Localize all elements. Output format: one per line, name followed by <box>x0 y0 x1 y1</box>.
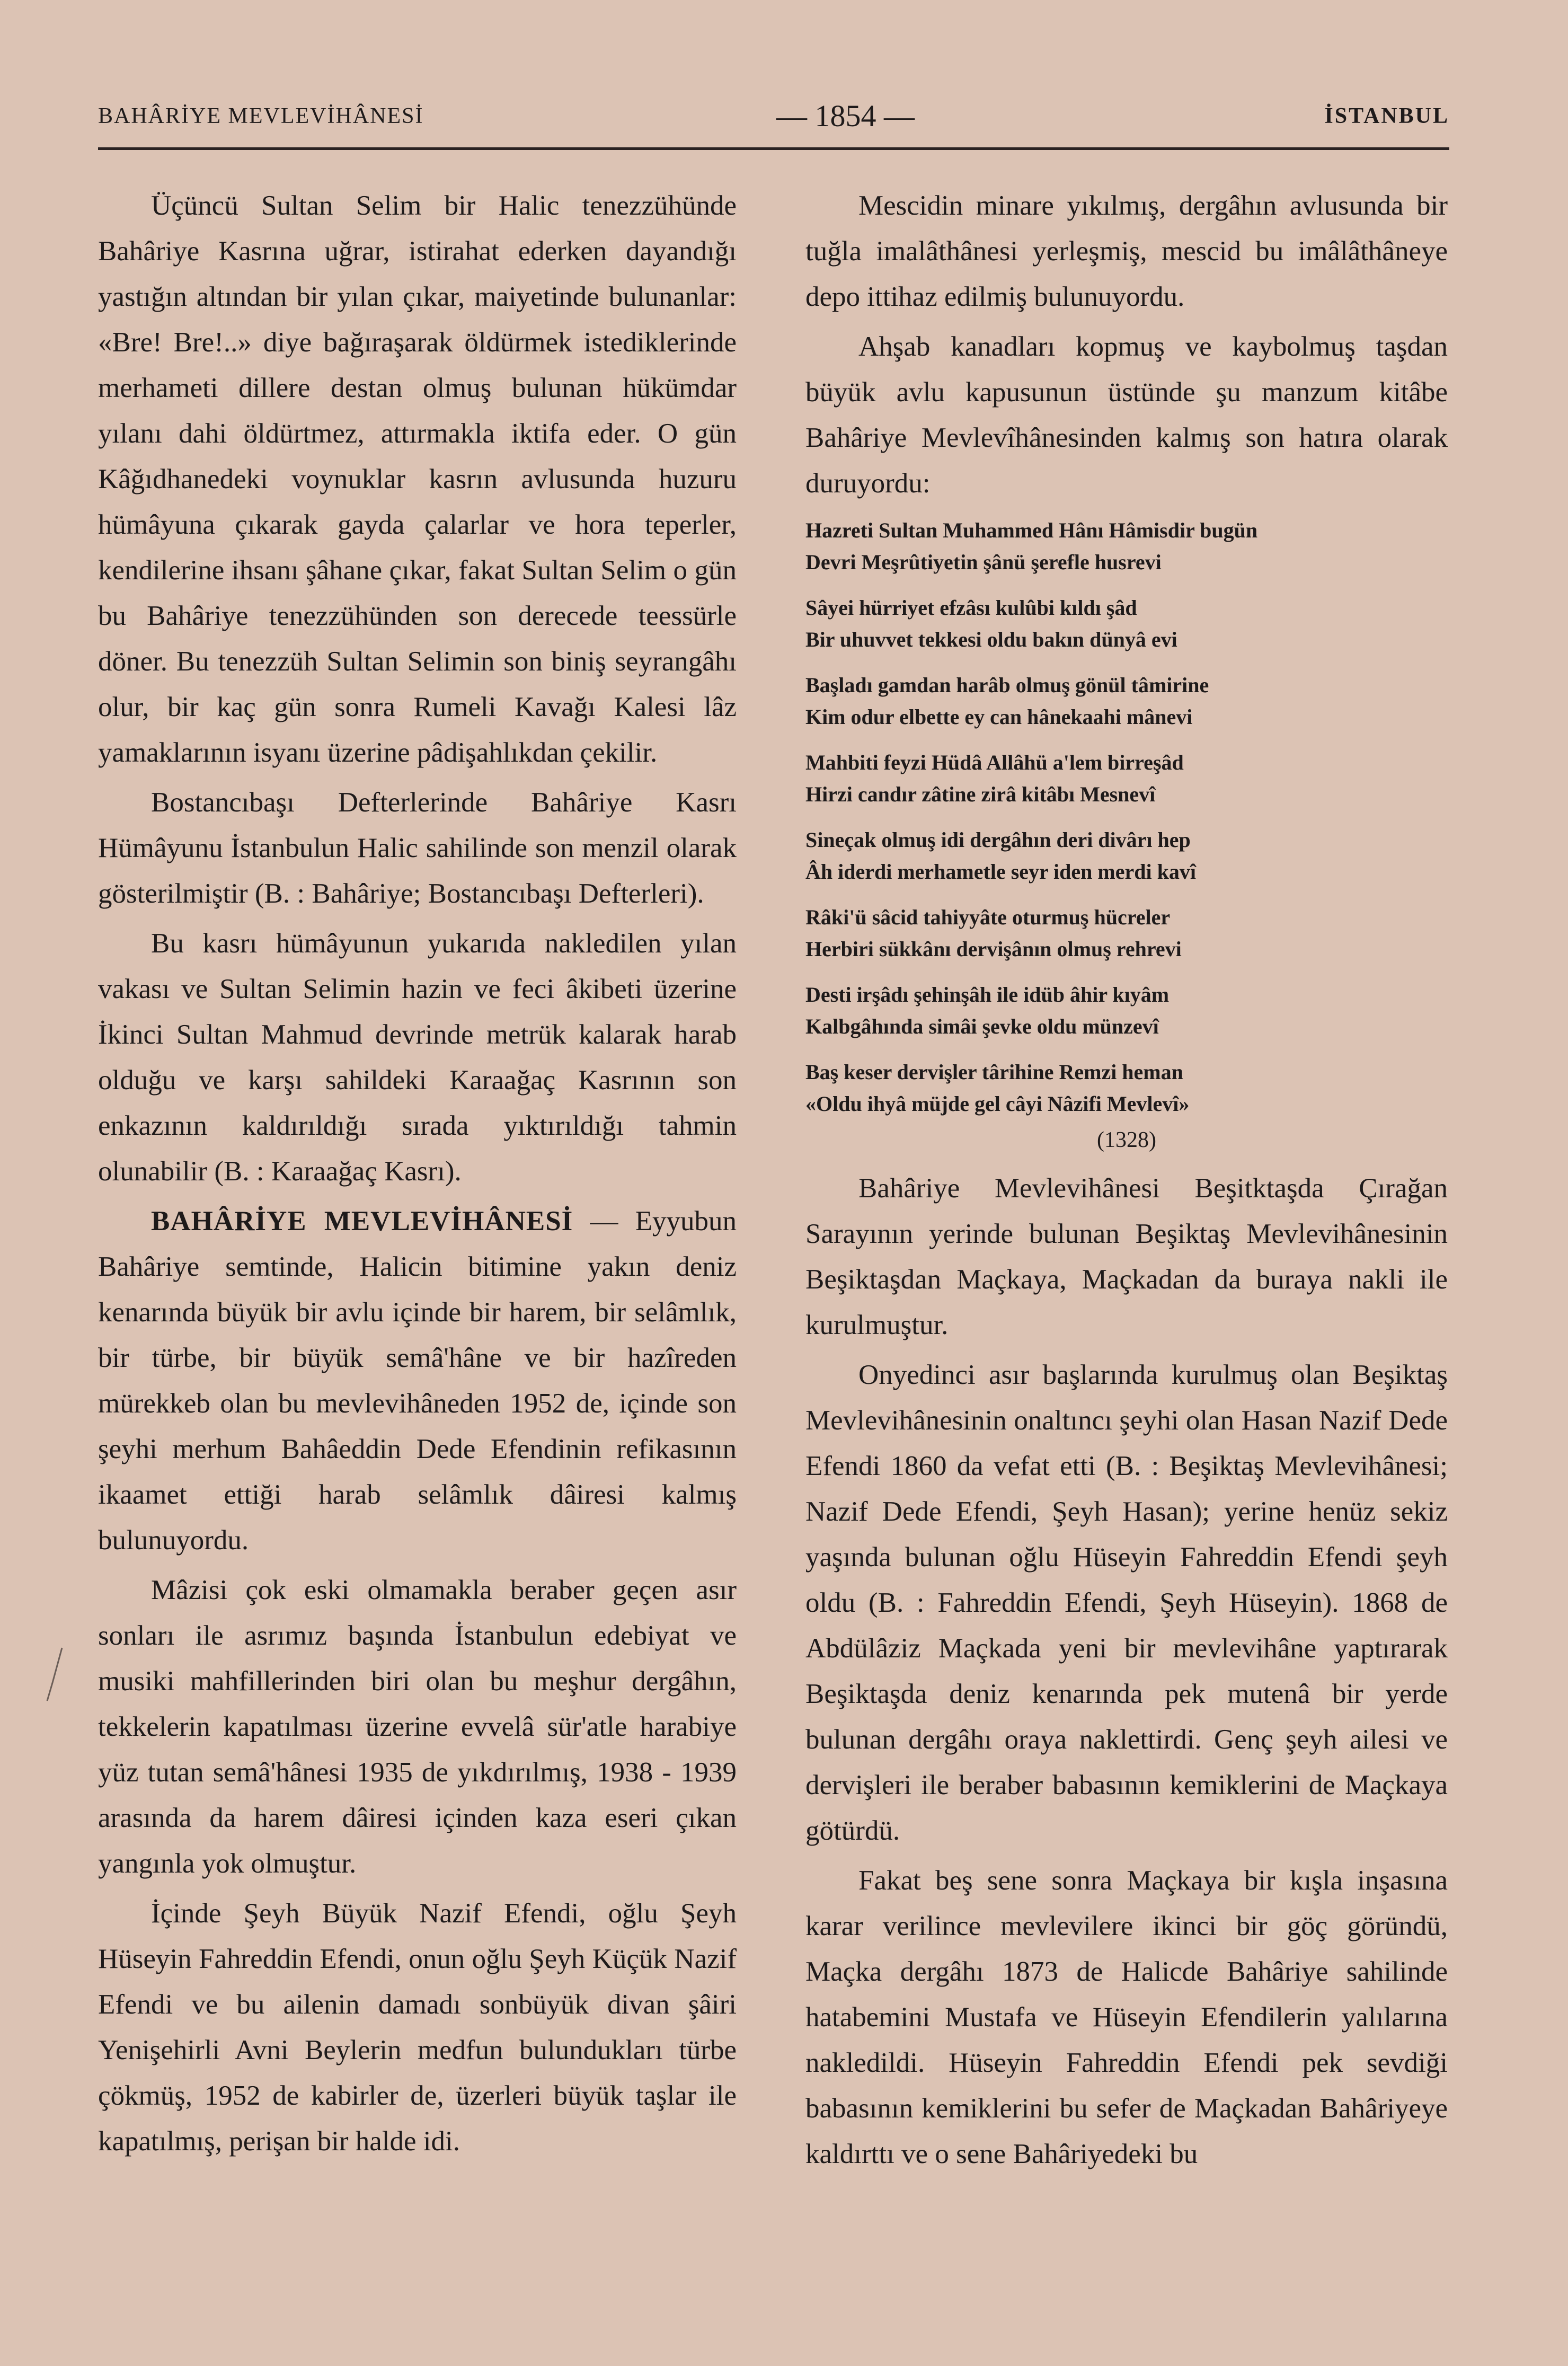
paragraph-entry <box>98 1198 737 1563</box>
inscription-poem <box>805 515 1448 1156</box>
verse-line: Hazreti Sultan Muhammed Hânı Hâmisdir bugün <box>805 518 1258 542</box>
poem-date: (1328) <box>1097 1128 1156 1152</box>
couplet <box>805 824 1448 888</box>
couplet <box>805 515 1448 578</box>
verse-line: Hirzi candır zâtine zirâ kitâbı Mesnevî <box>805 782 1156 806</box>
verse-line: Râki'ü sâcid tahiyyâte oturmuş hücreler <box>805 905 1171 929</box>
paragraph: İçinde Şeyh Büyük Nazif Efendi, oğlu Şeyh Hüseyin Fahreddin Efendi, onun oğlu Şeyh Küçük Nazif Efendi ve bu ailenin damadı sonbüyük divan şâiri Yenişehirli Avni Beylerin medfun bulundukları türbe çökmüş, 1952 de kabirler de, üzerleri büyük taşlar ile kapatılmış, perişan bir halde idi. <box>98 1898 737 2157</box>
paragraph: Mâzisi çok eski olmamakla beraber geçen asır sonları ile asrımız başında İstanbulun edebiyat ve musiki mahfillerinden biri olan bu meşhur dergâhın, tekkelerin kapatılması üzerine evvelâ sür'atle harabiye yüz tutan semâ'hânesi 1935 de yıkdırılmış, 1938 - 1939 arasında da harem dâiresi içinden kaza eseri çıkan yangınla yok olmuştur. <box>98 1575 737 1879</box>
couplet <box>805 1056 1448 1120</box>
page-number: — 1854 — <box>776 99 915 133</box>
paragraph: Bu kasrı hümâyunun yukarıda nakledilen yılan vakası ve Sultan Selimin hazin ve feci âkibeti üzerine İkinci Sultan Mahmud devrinde metrük kalarak harab olduğu ve karşı sahildeki Karaağaç Kasrının son enkazının kaldırıldığı sırada yıktırıldığı tahmin olunabilir (B. : Karaağaç Kasrı). <box>98 928 737 1187</box>
paragraph: Onyedinci asır başlarında kurulmuş olan Beşiktaş Mevlevihânesinin onaltıncı şeyhi olan Hasan Nazif Dede Efendi 1860 da vefat etti (B. : Beşiktaş Mevlevihânesi; Nazif Dede Efendi, Şeyh Hasan); yerine henüz sekiz yaşında bulunan oğlu Hüseyin Fahreddin Efendi şeyh oldu (B. : Fahreddin Efendi, Şeyh Hüseyin). 1868 de Abdülâziz Maçkada yeni bir mevlevihâne yaptırarak Beşiktaşda deniz kenarında pek mutenâ bir yerde bulunan dergâhı oraya naklettirdi. Genç şeyh ailesi ve dervişleri ile beraber babasının kemiklerini de Maçkaya götürdü. <box>805 1359 1448 1846</box>
couplet <box>805 979 1448 1043</box>
paragraph: Ahşab kanadları kopmuş ve kaybolmuş taşdan büyük avlu kapusunun üstünde şu manzum kitâbe Bahâriye Mevlevîhânesinden kalmış son hatıra olarak duruyordu: <box>805 331 1448 499</box>
verse-line: Bir uhuvvet tekkesi oldu bakın dünyâ evi <box>805 628 1177 651</box>
right-column <box>805 183 1448 2181</box>
verse-line: Kalbgâhında simâi şevke oldu münzevî <box>805 1014 1159 1038</box>
verse-line: Mahbiti feyzi Hüdâ Allâhü a'lem birreşâd <box>805 751 1184 774</box>
verse-line: Devri Meşrûtiyetin şânü şerefle husrevi <box>805 550 1162 574</box>
paragraph: Fakat beş sene sonra Maçkaya bir kışla inşasına karar verilince mevlevilere ikinci bir göç göründü, Maçka dergâhı 1873 de Halicde Bahâriye sahilinde hatabemini Mustafa ve Hüseyin Efendilerin yalılarına nakledildi. Hüseyin Fahreddin Efendi pek sevdiği babasının kemiklerini bu sefer de Maçkadan Bahâriyeye kaldırttı ve o sene Bahâriyedeki bu <box>805 1865 1448 2169</box>
left-column <box>98 183 737 2168</box>
verse-line: Sâyei hürriyet efzâsı kulûbi kıldı şâd <box>805 596 1137 620</box>
couplet <box>805 669 1448 733</box>
paragraph: Bostancıbaşı Defterlerinde Bahâriye Kasrı Hümâyunu İstanbulun Halic sahilinde son menzil olarak gösterilmiştir (B. : Bahâriye; Bostancıbaşı Defterleri). <box>98 787 737 909</box>
header-rule <box>98 147 1449 150</box>
verse-line: Baş keser dervişler târihine Remzi heman <box>805 1060 1183 1084</box>
verse-line: Sineçak olmuş idi dergâhın deri divârı hep <box>805 828 1191 852</box>
verse-line: Desti irşâdı şehinşâh ile idüb âhir kıyâm <box>805 983 1170 1007</box>
pencil-mark-icon <box>45 1646 66 1704</box>
couplet <box>805 902 1448 965</box>
running-head <box>98 98 1449 140</box>
running-head-title: BAHÂRİYE MEVLEVİHÂNESİ <box>98 104 424 128</box>
verse-line: Âh iderdi merhametle seyr iden merdi kavî <box>805 860 1196 884</box>
couplet <box>805 592 1448 656</box>
entry-text: — Eyyubun Bahâriye semtinde, Halicin bitimine yakın deniz kenarında büyük bir avlu içinde bir harem, bir selâmlık, bir türbe, bir büyük semâ'hâne ve bir hazîreden mürekkeb olan bu mevlevihâneden 1952 de, içinde son şeyhi merhum Bahâeddin Dede Efendinin refikasının ikaamet ettiği harab selâmlık dâiresi kalmış bulunuyordu. <box>98 1206 737 1556</box>
verse-line: «Oldu ihyâ müjde gel câyi Nâzifi Mevlevî» <box>805 1092 1190 1116</box>
paragraph: Üçüncü Sultan Selim bir Halic tenezzühünde Bahâriye Kasrına uğrar, istirahat ederken dayandığı yastığın altından bir yılan çıkar, maiyetinde bulunanlar: «Bre! Bre!..» diye bağıraşarak öldürmek istediklerinde merhameti dillere destan olmuş bulunan hükümdar yılanı dahi öldürtmez, attırmakla iktifa eder. O gün Kâğıdhanedeki voynuklar kasrın avlusunda huzuru hümâyuna çıkarak gayda çalarlar ve hora teperler, kendilerine ihsanı şâhane çıkar, fakat Sultan Selim o gün bu Bahâriye tenezzühünden son derecede teessürle döner. Bu tenezzüh Sultan Selimin son biniş seyrangâhı olur, bir kaç gün sonra Rumeli Kavağı Kalesi lâz yamaklarının isyanı üzerine pâdişahlıkdan çekilir. <box>98 190 737 768</box>
verse-line: Herbiri sükkânı dervişânın olmuş rehrevi <box>805 937 1182 961</box>
entry-heading: BAHÂRİYE MEVLEVİHÂNESİ <box>151 1206 573 1237</box>
verse-line: Başladı gamdan harâb olmuş gönül tâmirine <box>805 673 1209 697</box>
paragraph: Mescidin minare yıkılmış, dergâhın avlusunda bir tuğla imalâthânesi yerleşmiş, mescid bu imâlâthâneye depo ittihaz edilmiş bulunuyordu. <box>805 190 1448 312</box>
couplet <box>805 747 1448 810</box>
running-head-volume: İSTANBUL <box>1324 104 1449 128</box>
paragraph: Bahâriye Mevlevihânesi Beşitktaşda Çırağan Sarayının yerinde bulunan Beşiktaş Mevlevihânesinin Beşiktaşdan Maçkaya, Maçkadan da buraya nakli ile kurulmuştur. <box>805 1173 1448 1340</box>
verse-line: Kim odur elbette ey can hânekaahi mânevi <box>805 705 1193 729</box>
